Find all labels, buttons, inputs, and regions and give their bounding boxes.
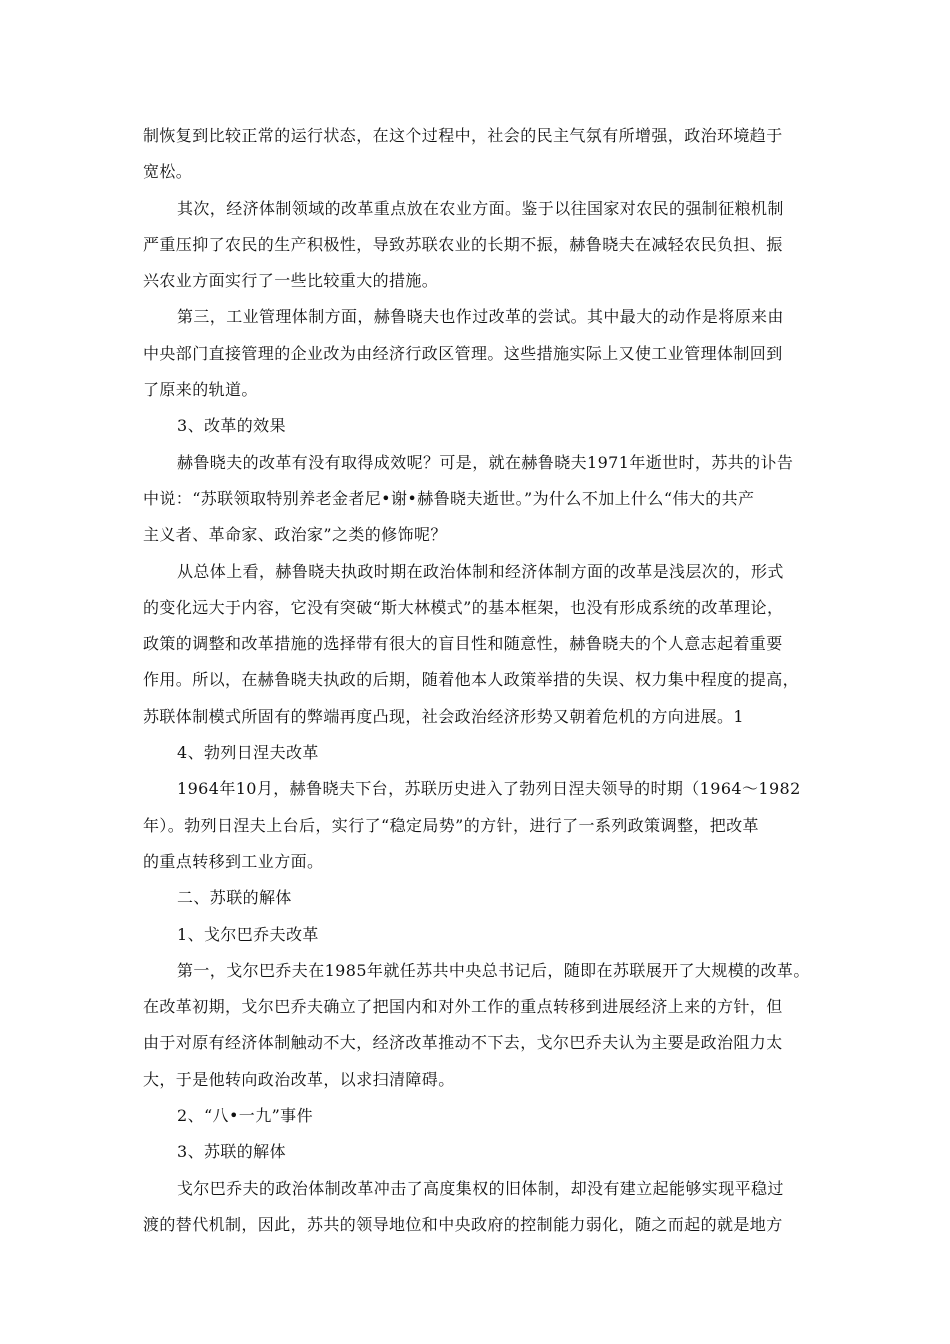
text-line: 由于对原有经济体制触动不大，经济改革推动不下去，戈尔巴乔夫认为主要是政治阻力太 (143, 1033, 783, 1053)
text-line: 中央部门直接管理的企业改为由经济行政区管理。这些措施实际上又使工业管理体制回到 (143, 343, 783, 363)
section-heading: 3、改革的效果 (177, 416, 286, 436)
section-heading: 1、戈尔巴乔夫改革 (177, 924, 319, 944)
section-heading: 二、苏联的解体 (177, 888, 292, 908)
text-line: 作用。所以，在赫鲁晓夫执政的后期，随着他本人政策举措的失误、权力集中程度的提高， (143, 670, 800, 690)
text-line: 从总体上看，赫鲁晓夫执政时期在政治体制和经济体制方面的改革是浅层次的，形式 (177, 561, 784, 581)
text-line: 苏联体制模式所固有的弊端再度凸现，社会政治经济形势又朝着危机的方向进展。1 (143, 706, 744, 726)
text-line: 第一，戈尔巴乔夫在1985年就任苏共中央总书记后，随即在苏联展开了大规模的改革。 (177, 960, 810, 980)
text-line: 了原来的轨道。 (143, 380, 258, 400)
text-line: 宽松。 (143, 162, 193, 182)
text-line: 兴农业方面实行了一些比较重大的措施。 (143, 271, 439, 291)
text-line: 政策的调整和改革措施的选择带有很大的盲目性和随意性，赫鲁晓夫的个人意志起着重要 (143, 634, 783, 654)
text-line: 大，于是他转向政治改革，以求扫清障碍。 (143, 1069, 455, 1089)
text-line: 1964年10月，赫鲁晓夫下台，苏联历史进入了勃列日涅夫领导的时期（1964～1982 (177, 779, 801, 799)
section-heading: 2、“八•一九”事件 (177, 1106, 313, 1126)
text-line: 的变化远大于内容，它没有突破“斯大林模式”的基本框架，也没有形成系统的改革理论， (143, 597, 784, 617)
text-line: 中说：“苏联领取特别养老金者尼•谢•赫鲁晓夫逝世。”为什么不加上什么“伟大的共产 (143, 488, 755, 508)
text-line: 第三，工业管理体制方面，赫鲁晓夫也作过改革的尝试。其中最大的动作是将原来由 (177, 307, 784, 327)
text-line: 年）。勃列日涅夫上台后，实行了“稳定局势”的方针，进行了一系列政策调整，把改革 (143, 815, 759, 835)
text-line: 其次，经济体制领域的改革重点放在农业方面。鉴于以往国家对农民的强制征粮机制 (177, 198, 784, 218)
section-heading: 4、勃列日涅夫改革 (177, 743, 319, 763)
text-line: 戈尔巴乔夫的政治体制改革冲击了高度集权的旧体制，却没有建立起能够实现平稳过 (177, 1178, 784, 1198)
text-line: 主义者、革命家、政治家”之类的修饰呢？ (143, 525, 447, 545)
text-line: 制恢复到比较正常的运行状态，在这个过程中，社会的民主气氛有所增强，政治环境趋于 (143, 126, 783, 145)
document-body (143, 118, 823, 1243)
text-line: 渡的替代机制，因此，苏共的领导地位和中央政府的控制能力弱化，随之而起的就是地方 (143, 1214, 783, 1234)
text-line: 严重压抑了农民的生产积极性，导致苏联农业的长期不振，赫鲁晓夫在减轻农民负担、振 (143, 234, 783, 254)
section-heading: 3、苏联的解体 (177, 1142, 286, 1162)
text-line: 的重点转移到工业方面。 (143, 851, 324, 871)
text-line: 在改革初期，戈尔巴乔夫确立了把国内和对外工作的重点转移到进展经济上来的方针，但 (143, 997, 783, 1017)
text-line: 赫鲁晓夫的改革有没有取得成效呢？可是，就在赫鲁晓夫1971年逝世时，苏共的讣告 (177, 452, 794, 472)
